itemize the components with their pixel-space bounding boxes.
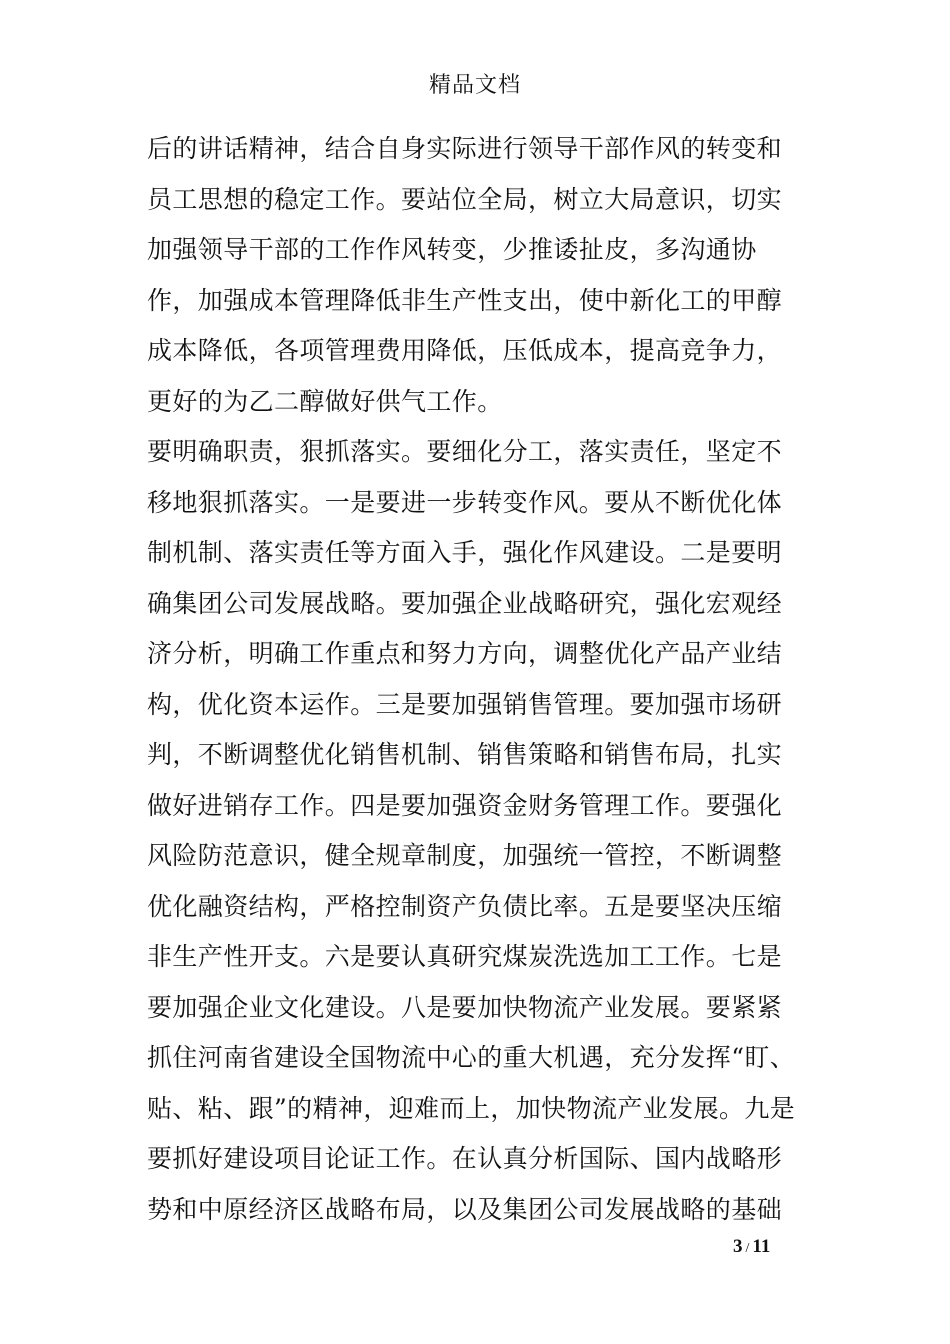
- text-line: 后的讲话精神，结合自身实际进行领导干部作风的转变和: [147, 134, 783, 163]
- text-line: 要抓好建设项目论证工作。在认真分析国际、国内战略形: [147, 1144, 783, 1173]
- text-line: 风险防范意识，健全规章制度，加强统一管控，不断调整: [147, 841, 783, 870]
- page-header-title: 精品文档: [428, 73, 521, 98]
- text-line: 更好的为乙二醇做好供气工作。: [147, 386, 503, 416]
- text-line: 作，加强成本管理降低非生产性支出，使中新化工的甲醇: [147, 285, 783, 315]
- text-line: 移地狠抓落实。一是要进一步转变作风。要从不断优化体: [147, 487, 783, 517]
- text-line: 济分析，明确工作重点和努力方向，调整优化产品产业结: [147, 639, 783, 668]
- text-line: 制机制、落实责任等方面入手，强化作风建设。二是要明: [147, 538, 783, 567]
- text-line: 员工思想的稳定工作。要站位全局，树立大局意识，切实: [147, 184, 783, 214]
- text-line: 构，优化资本运作。三是要加强销售管理。要加强市场研: [147, 689, 783, 719]
- page-separator: /: [745, 1241, 750, 1256]
- text-line: 要加强企业文化建设。八是要加快物流产业发展。要紧紧: [147, 992, 783, 1022]
- total-pages-number: 11: [752, 1236, 771, 1257]
- text-line: 加强领导干部的工作作风转变，少推诿扯皮，多沟通协: [147, 235, 757, 264]
- text-line: 非生产性开支。六是要认真研究煤炭洗选加工工作。七是: [147, 942, 783, 971]
- text-line: 要明确职责，狠抓落实。要细化分工，落实责任，坚定不: [147, 437, 783, 466]
- page-number: [733, 1236, 770, 1258]
- text-line: 判，不断调整优化销售机制、销售策略和销售布局，扎实: [147, 740, 783, 769]
- text-line: 做好进销存工作。四是要加强资金财务管理工作。要强化: [147, 790, 783, 820]
- document-body: [147, 128, 807, 1239]
- text-line: 确集团公司发展战略。要加强企业战略研究，强化宏观经: [147, 588, 783, 618]
- text-line: 成本降低，各项管理费用降低，压低成本，提高竞争力，: [147, 336, 783, 365]
- text-line: 贴、粘、跟”的精神，迎难而上，加快物流产业发展。九是: [147, 1093, 796, 1123]
- text-line: 势和中原经济区战略布局，以及集团公司发展战略的基础: [147, 1194, 783, 1224]
- current-page-number: 3: [733, 1236, 743, 1257]
- text-line: 优化融资结构，严格控制资产负债比率。五是要坚决压缩: [147, 891, 783, 921]
- text-line: 抓住河南省建设全国物流中心的重大机遇，充分发挥“盯、: [147, 1043, 796, 1072]
